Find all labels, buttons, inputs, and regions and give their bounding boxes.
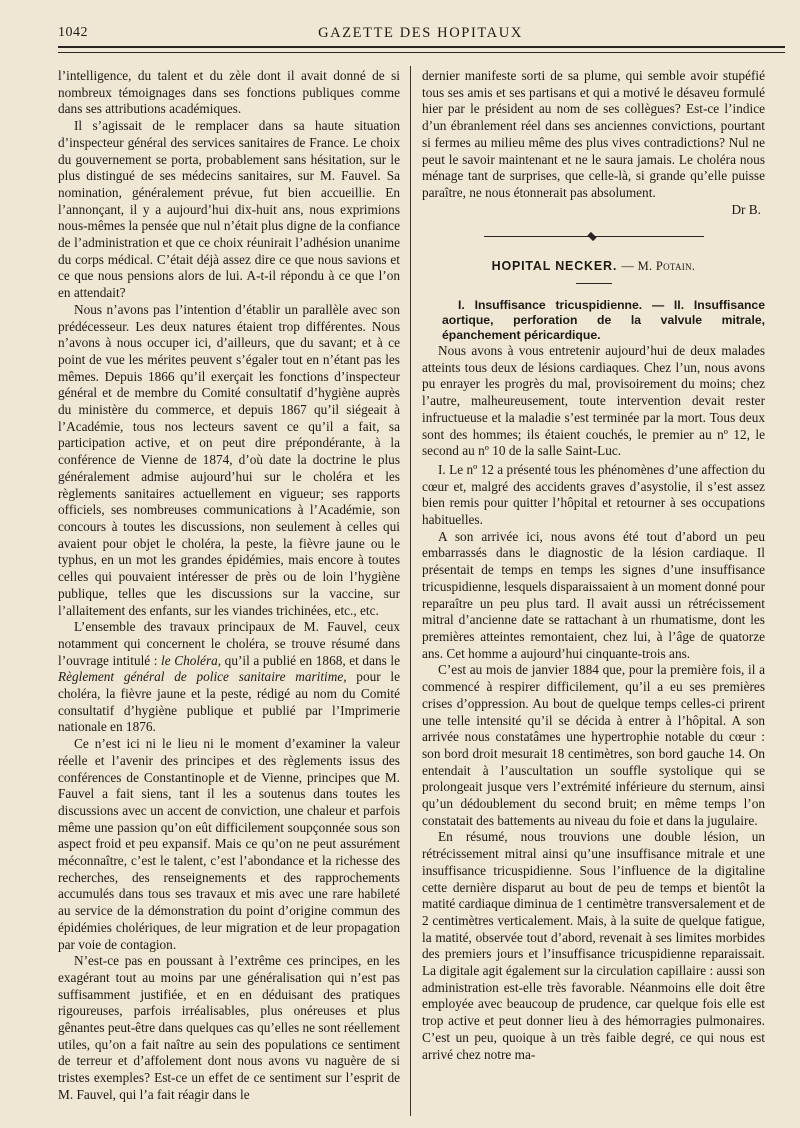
hospital-name: HOPITAL NECKER.: [491, 259, 618, 274]
text-run: qu’il a publié en 1868, et dans le: [221, 652, 400, 668]
paragraph: I. Le nº 12 a présenté tous les phénomènes d’une affection du cœur et, malgré des accidents graves d’asystolie, il s’est assez bien remis pour quitter l’hôpital et retourner à ses occupations habituelles.: [422, 461, 765, 528]
section-heading: [422, 258, 765, 275]
paragraph: Il s’agissait de le remplacer dans sa haute situation d’inspecteur général des services sanitaires de France. Le choix du gouvernement se porta, probablement sans hésitation, sur le plus distingué de ses médecins sanitaires, sur M. Fauvel. Sa nomination, généralement prévue, fut bien accueillie. En l’annonçant, il y a aujourd’hui dix-huit ans, nous exprimions nous-mêmes la pensée que nul n’était plus digne de la confiance de l’administration et que ce choix réunirait l’adhésion unanime du corps médical. C’était déjà assez dire ce que nous savions et ce que nous pensions alors de lui. A-t-il répondu à ce que l’on en attendait?: [58, 118, 400, 301]
text-run: L’ensemble des travaux principaux de M. Fauvel, ceux notamment qui concernent le choléra, se trouve résumé dans l’ouvrage intitulé :: [58, 619, 400, 668]
header-rule-thin: [58, 52, 785, 53]
paragraph: Nous n’avons pas l’intention d’établir un parallèle avec son prédécesseur. Les deux natures étaient trop différentes. Nous n’avons à nous occuper ici, d’ailleurs, que du savant; et à ce point de vue les mérites peuvent s’égaler tout en n’étant pas les mêmes. Depuis 1866 qu’il exerçait les fonctions d’inspecteur général et de membre du Comité consultatif d’hygiène auprès du ministère du commerce, et depuis 1867 qu’il siégeait à l’Académie, tous nos lecteurs savent ce qu’il a fait, sa participation active, et on peut dire prépondérante, à la conférence de Vienne de 1874, d’où date la doctrine le plus généralement admise aujourd’hui sur le choléra et les règlements sanitaires actuellement en vigueur; ses rapports officiels, ses nombreuses communications à l’Académie, son concours à toutes les discussions, non seulement à celles qui avaient pour objet le choléra, la peste, la fièvre jaune ou le typhus, en un mot les grandes épidémies, mais encore à toutes celles qui pouvaient intéresser de près ou de loin l’hygiène publique, telles que les discussions sur la vaccine, sur l’allaitement des enfants, sur les viandes trichinées, etc., etc.: [58, 301, 400, 618]
short-rule: [576, 283, 612, 284]
paragraph: Nous avons à vous entretenir aujourd’hui de deux malades atteints tous deux de lésions cardiaques. Chez l’un, nous avons pu enrayer les progrès du mal, provisoirement du moins; chez l’autre, malheureusement, toute intervention devait rester infructueuse et la maladie s’est terminée par la mort. Tous deux sont des hommes; ils étaient couchés, le premier au nº 12, le second au nº 10 de la salle Saint-Luc.: [422, 343, 765, 459]
lecture-title: I. Insuffisance tricuspidienne. — II. Insuffisance aortique, perforation de la valvule mitrale, épanchement péricardique.: [442, 298, 765, 343]
paragraph: En résumé, nous trouvions une double lésion, un rétrécissement mitral ainsi qu’une insuffisance mitrale et une insuffisance tricuspidienne. Sous l’influence de la digitaline cette dernière disparut au bout de peu de temps et bientôt la matité cardiaque diminua de 1 centimètre transversalement et de 2 centimètres verticalement. Mais, à la suite de quelque fatigue, la matité, observée tout d’abord, revenait à ses limites morbides des premiers jours et l’insuffisance tricuspidienne reparaissait. La digitale agit également sur la circulation capillaire : aussi son administration est-elle très favorable. Néanmoins elle doit être employée avec beaucoup de prudence, car quelque fois elle est trop active et peut donner lieu à des hémorragies pulmonaires. C’est un peu, quoique à un très faible degré, ce qui nous est arrivé chez notre ma-: [422, 829, 765, 1062]
book-title: le Choléra,: [161, 652, 222, 668]
page-header: [58, 22, 783, 46]
paragraph: C’est au mois de janvier 1884 que, pour la première fois, il a commencé à respirer difficilement, qu’il a eu ses premières crises d’oppression. Au bout de quelque temps celles-ci prirent une telle intensité qu’il se décida à entrer à l’hôpital. A son arrivée nous constatâmes une hypertrophie notable du cœur : son bord droit mesurait 18 centimètres, son bord gauche 14. On entendait à l’auscultation un souffle systolique qui se prolongeait jusque vers l’extrémité inférieure du sternum, ainsi qu’un dédoublement du second bruit; en même temps l’on constatait des battements au niveau du foie et dans la jugulaire.: [422, 662, 765, 828]
paragraph: Ce n’est ici ni le lieu ni le moment d’examiner la valeur réelle et l’avenir des principes et des règlements issus des conférences de Constantinople et de Vienne, principes que M. Fauvel a fait siens, tant il les a soutenus dans toutes les discussions avec un accent de conviction, une chaleur et parfois même une passion qu’on eût difficilement soupçonnée sous son aspect froid et peu expansif. Mais ce qu’on ne peut assurément méconnaître, c’est le talent, c’est l’abondance et la richesse des recherches, des renseignements et des rapprochements accumulés dans tous ses travaux et mis avec une rare habileté au service de la démonstration du point d’origine commun des épidémies cholériques, de leur migration et de leur propagation par voie de contagion.: [58, 736, 400, 952]
paragraph: dernier manifeste sorti de sa plume, qui semble avoir stupéfié tous ses amis et ses partisans et qui a motivé le désaveu formulé hier par le président au nom de ses collègues? Est-ce l’indice d’un ébranlement réel dans ses anciennes convictions, pourtant si fermes au milieu même des plus vives contradictions? Nul ne peut le savoir maintenant et ne le saura jamais. Le choléra nous ménage tant de surprises, que celle-là, si grande qu’elle puisse paraître, ne nous étonnerait pas absolument.: [422, 68, 765, 200]
book-title: Règlement général de police sanitaire maritime,: [58, 669, 347, 685]
column-divider: [410, 66, 411, 1116]
signature: Dr B.: [731, 201, 761, 217]
page-number: 1042: [58, 25, 88, 40]
paragraph: [58, 619, 400, 736]
section-author: — M. Potain.: [621, 259, 696, 274]
text-run: pour le choléra, la fièvre jaune et la peste, rédigé au nom du Comité consultatif d’hygiène publique et publié par l’Imprimerie nationale en 1876.: [58, 669, 400, 735]
paragraph: A son arrivée ici, nous avons été tout d’abord un peu embarrassés dans le diagnostic de la lésion cardiaque. Il présentait de temps en temps les signes d’une insuffisance tricuspidienne, lesquels disparaissaient à un moment donné pour reparaître un peu plus tard. Il avait aussi un rétrécissement mitral d’ancienne date se rattachant à un rhumatisme, dont les premières atteintes remontaient, chez lui, à l’âge de quatorze ans. Cet homme a aujourd’hui cinquante-trois ans.: [422, 528, 765, 661]
left-column: [58, 68, 400, 1104]
journal-title: GAZETTE DES HOPITAUX: [318, 25, 523, 41]
section-ornament: [484, 234, 704, 240]
right-column: [422, 68, 765, 1063]
paragraph: l’intelligence, du talent et du zèle dont il avait donné de si nombreux témoignages dans ses fonctions publiques comme dans ses attributions académiques.: [58, 68, 400, 117]
header-rule: [58, 46, 785, 48]
paragraph: N’est-ce pas en poussant à l’extrême ces principes, en les exagérant tout au moins par une généralisation qui n’est pas suffisamment justifiée, et en en déduisant des pratiques rigoureuses, parfois irréalisables, plus onéreuses et plus gênantes peut-être dans quelques cas qu’elles ne sont réellement utiles, qu’on a fait naître au sein des populations ce sentiment de terreur et d’affolement dont nous avons vu naguère de si tristes exemples? Est-ce un effet de ce sentiment sur l’esprit de M. Fauvel, qui l’a fait réagir dans le: [58, 953, 400, 1102]
